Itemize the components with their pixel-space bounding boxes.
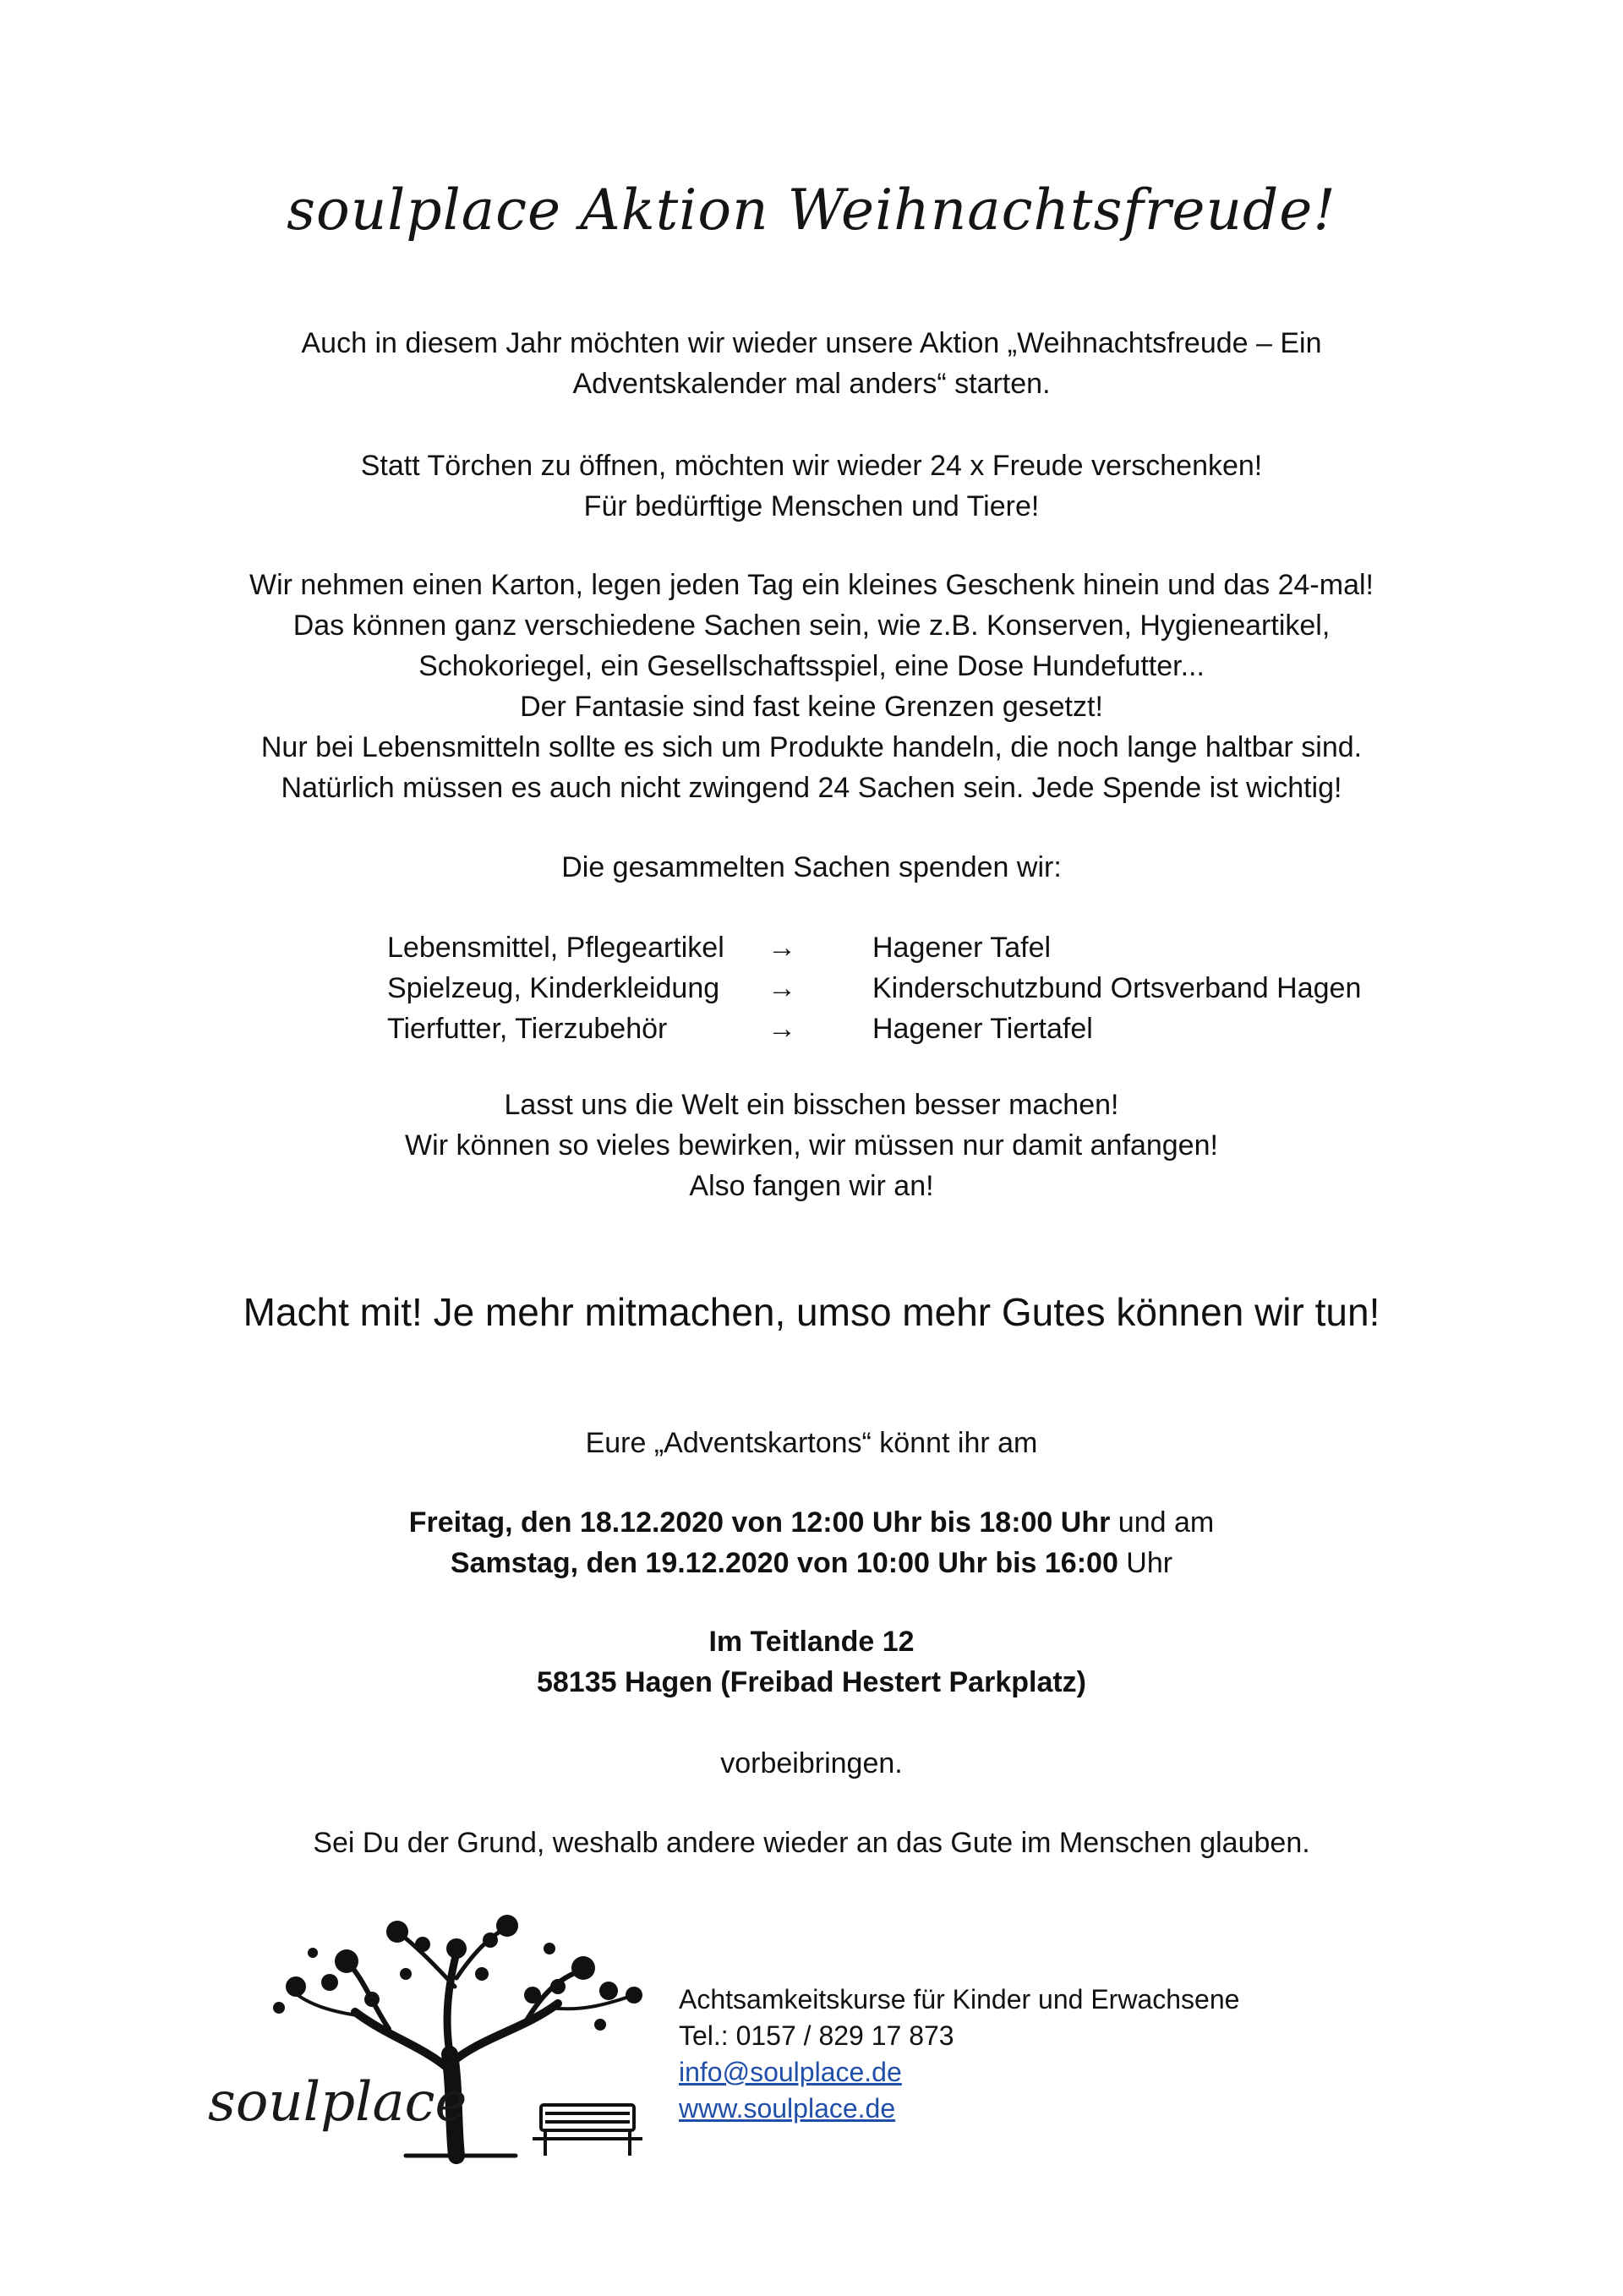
phone-number: Tel.: 0157 / 829 17 873 [679,2020,954,2051]
donations-intro [152,847,1471,888]
intro-line: Auch in diesem Jahr möchten wir wieder unsere Aktion „Weihnachtsfreude – Ein [301,327,1322,359]
email-link[interactable]: info@soulplace.de [679,2057,902,2087]
date-friday: Freitag, den 18.12.2020 von 12:00 Uhr bis 18:00 Uhr [408,1506,1111,1539]
call-to-action: Macht mit! Je mehr mitmachen, umso mehr Gutes können wir tun! [243,1290,1380,1334]
idea-paragraph [152,446,1471,527]
dropoff-intro-text: Eure „Adventskartons“ könnt ihr am [585,1427,1038,1459]
how-line: Das können ganz verschiedene Sachen sein, wie z.B. Konserven, Hygieneartikel, [292,610,1331,642]
donations-intro-text: Die gesammelten Sachen spenden wir: [561,851,1062,883]
date-suffix: Uhr [1118,1547,1173,1579]
motivation-paragraph [152,1085,1471,1206]
table-row [387,1009,1486,1049]
date-line [152,1502,1471,1543]
donation-item: Lebensmittel, Pflegeartikel [387,932,724,964]
date-connector: und am [1110,1506,1215,1539]
donation-recipient: Hagener Tafel [872,932,1052,964]
how-line: Natürlich müssen es auch nicht zwingend 24 Sachen sein. Jede Spende ist wichtig! [281,772,1342,804]
dropoff-verb [152,1743,1471,1784]
motivation-line: Lasst uns die Welt ein bisschen besser machen! [504,1089,1119,1121]
soulplace-logo [203,1902,659,2164]
address-city: 58135 Hagen (Freibad Hestert Parkplatz) [536,1666,1087,1698]
dropoff-dates [152,1502,1471,1583]
donation-item: Spielzeug, Kinderkleidung [387,972,720,1004]
dropoff-address [152,1621,1471,1703]
table-row [387,968,1486,1009]
tagline: Achtsamkeitskurse für Kinder und Erwachsene [679,1984,1240,2014]
date-saturday: Samstag, den 19.12.2020 von 10:00 Uhr bis 16:00 [450,1547,1118,1579]
idea-line: Statt Törchen zu öffnen, möchten wir wieder 24 x Freude verschenken! [360,450,1263,482]
website-link[interactable]: www.soulplace.de [679,2093,896,2124]
dropoff-verb-text: vorbeibringen. [720,1747,903,1779]
arrow-right-icon: → [768,972,796,1004]
intro-line: Adventskalender mal anders“ starten. [572,368,1051,400]
date-line [152,1543,1471,1583]
closing-line [152,1823,1471,1863]
closing-text: Sei Du der Grund, weshalb andere wieder an das Gute im Menschen glauben. [313,1827,1310,1859]
motivation-line: Also fangen wir an! [689,1170,934,1202]
arrow-right-icon: → [768,1013,796,1045]
how-line: Nur bei Lebensmitteln sollte es sich um Produkte handeln, die noch lange haltbar sind. [260,731,1363,763]
donations-table [387,927,1486,1049]
contact-block [679,1982,1239,2127]
how-line: Der Fantasie sind fast keine Grenzen gesetzt! [520,691,1103,723]
arrow-right-icon: → [768,932,796,964]
donation-item: Tierfutter, Tierzubehör [387,1013,668,1045]
donation-recipient: Hagener Tiertafel [872,1013,1093,1045]
address-street: Im Teitlande 12 [708,1626,915,1658]
motivation-line: Wir können so vieles bewirken, wir müssen nur damit anfangen! [405,1129,1218,1162]
intro-paragraph [152,323,1471,404]
donation-recipient: Kinderschutzbund Ortsverband Hagen [872,972,1362,1004]
page-title: soulplace Aktion Weihnachtsfreude! [287,178,1336,243]
logo-wordmark: soulplace [208,2071,467,2134]
table-row [387,927,1486,968]
how-line: Schokoriegel, ein Gesellschaftsspiel, eine Dose Hundefutter... [418,650,1205,682]
idea-line: Für bedürftige Menschen und Tiere! [583,490,1040,522]
how-paragraph [152,565,1471,808]
dropoff-intro [152,1423,1471,1463]
how-line: Wir nehmen einen Karton, legen jeden Tag ein kleines Geschenk hinein und das 24-mal! [249,569,1374,601]
